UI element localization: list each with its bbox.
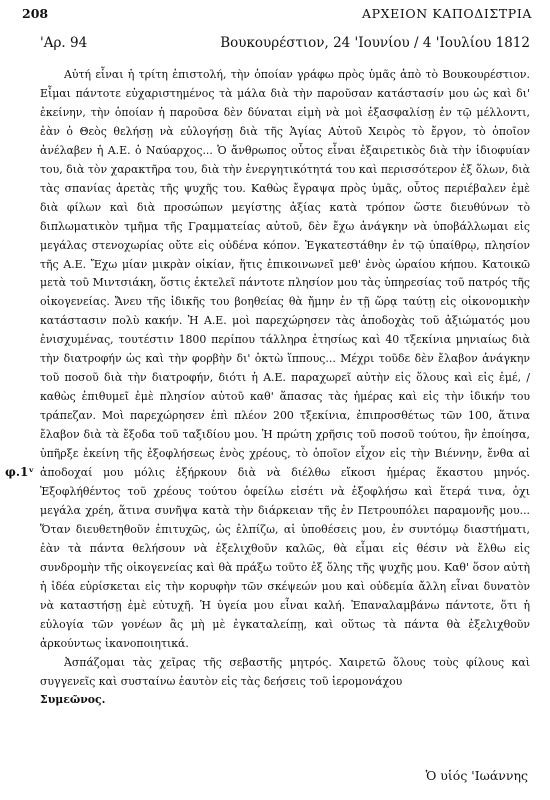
signatory-line — [40, 691, 530, 710]
document-header — [40, 35, 530, 57]
closing-text: Ἀσπάζομαι τὰς χεῖρας τῆς σεβαστῆς μητρός. Χαιρετῶ ὅλους τοὺς φίλους καὶ συγγενεῖς καὶ συσταίνω ἑαυτὸν εἰς τὰς δεήσεις τοῦ ἱερομονάχου — [40, 655, 530, 688]
signatory-name: Συμεῶνος. — [40, 693, 106, 707]
letter-body — [40, 66, 530, 710]
closing-paragraph — [40, 654, 530, 692]
place-date: Βουκουρέστιον, 24 'Ιουνίου / 4 'Ιουλίου 1812 — [220, 35, 530, 51]
running-title: ΑΡΧΕΙΟΝ ΚΑΠΟΔΙΣΤΡΙΑ — [362, 6, 532, 21]
signature: Ὁ υἱός 'Ιωάννης — [425, 768, 528, 783]
document-number: 'Αρ. 94 — [40, 35, 88, 51]
body-paragraph: Αὐτή εἶναι ἡ τρίτη ἐπιστολή, τὴν ὁποίαν γράφω πρὸς ὑμᾶς ἀπὸ τὸ Βουκουρέστιον. Εἶμαι πάντοτε εὐχαριστημένος τὰ μάλα διὰ τὴν παροῦσαν κατάστασίν μου ὡς καὶ δι' ἐκείνην, τὴν ὁποίαν ἡ παροῦσα δὲν δύναται εἰμὴ νὰ μοὶ ἐξασφαλίσῃ ἐν τῷ μέλλοντι, ἐὰν ὁ Θεὸς θελήσῃ νὰ εὐλογήσῃ διὰ τῆς Ἁγίας Αὐτοῦ Χειρὸς τὸ ἔργον, τὸ ὁποῖον ἀνέλαβεν ἡ Α.Ε. ὁ Ναύαρχος... Ὁ ἄνθρωπος οὗτος εἶναι ἐξαιρετικὸς διὰ τὴν ἰδιοφυίαν του, διὰ τὸν χαρακτῆρα του, διὰ τὴν ἐνεργητικότητά του καὶ περισσότερον ἐξ ὅλων, διὰ τὰς σπανίας ἀρετὰς τῆς ψυχῆς του. Καθὼς ἔγραψα πρὸς ὑμᾶς, οὗτος περιέβαλεν ἐμὲ διὰ φίλων καὶ διὰ προσώπων μεγίστης ἀξίας κατὰ τρόπον ὥστε διευθύνων τὸ διπλωματικὸν τμῆμα τῆς Γραμματείας αὐτοῦ, δὲν ἔχω ἀνάγκην νὰ ὑποβάλλωμαι εἰς μεγάλας στενοχωρίας οὔτε εἰς οὐδένα κόπον. Ἐγκατεστάθην ἐν τῷ ὑπαίθρῳ, πλησίον τῆς Α.Ε. Ἔχω μίαν μικρὰν οἰκίαν, ἥτις ἐπικοινωνεῖ μεθ' ἑνὸς ὡραίου κήπου. Κατοικῶ μετὰ τοῦ Μιντσιάκη, ὅστις ἐκτελεῖ πάντοτε πλησίον μου τὰς ὑπηρεσίας τοῦ πατρός τῆς οἰκογενείας. Ἄνευ τῆς ἰδικῆς του βοηθείας θὰ ἤμην ἐν τῇ ὥρᾳ ταύτῃ εἰς οἰκονομικὴν κατάστασιν πολὺ κακήν. Ἡ Α.Ε. μοὶ παρεχώρησεν τὰς ἀποδοχὰς τοῦ ἀξιώματός μου ἐνισχυμένας, τουτέστιν 1800 περίπου τάλληρα ἐτησίως καὶ 40 τξεκίνια μηνιαίως διὰ τὴν διατροφήν ὡς καὶ τὴν φορβὴν δι' ὀκτὼ ἵππους... Μέχρι τοῦδε δὲν ἔλαβον ἀνάγκην τοῦ ποσοῦ διὰ τὴν διατροφήν, διότι ἡ Α.Ε. παραχωρεῖ αὐτὴν εἰς ὅλους καὶ εἰς ἐμέ, / καθὼς ἐπιθυμεῖ ἐμὲ πλησίον αὐτοῦ καθ' ἅπασας τὰς ἡμέρας καὶ εἰς τὴν ἰδικήν του τράπεζαν. Μοὶ παρεχώρησεν ἐπὶ πλέον 200 τξεκίνια, ἐπιπροσθέτως τῶν 100, ἅτινα ἔλαβον διὰ τὰ ἔξοδα τοῦ ταξιδίου μου. Ἡ πρώτη χρῆσις τοῦ ποσοῦ τούτου, ἣν ἐποίησα, ὑπῆρξε ἐκείνη τῆς ἐξοφλήσεως ἑνὸς χρέους, τὸ ὁποῖον εἶχον εἰς τὴν Βιέννην, ἔνθα αἱ ἀποδοχαί μου μόλις ἐξήρκουν διὰ νὰ διέλθω εἴκοσι ἡμέρας ἕκαστου μηνός. Ἐξοφλήθέντος τοῦ χρέους τούτου ὀφείλω εἰσέτι νὰ ἐξοφλήσω καὶ ἕτερά τινα, ὀχι μεγάλα χρέη, ἅτινα συνῆψα κατὰ τὴν διάρκειαν τῆς ἐν Πετρουπόλει παραμονῆς μου... Ὅταν διευθετηθοῦν ἐπιτυχῶς, ὡς ἐλπίζω, αἱ ὑποθέσεις μου, ἐν συντόμῳ διαστήματι, ἐὰν τὰ πάντα θελήσουν νὰ ἐξελιχθοῦν καλῶς, θὰ εἶμαι εἰς θέσιν νὰ ἔλθω εἰς συνδρομὴν τῆς οἰκογενείας καὶ θὰ πράξω τοῦτο ἐξ ὅλης τῆς ψυχῆς μου. Καθ' ὅσον αὐτὴ ἡ ἰδέα εὑρίσκεται εἰς τὴν κορυφὴν τῶν σκέψεών μου καὶ οὐδεμία ἄλλη εἶναι δυνατὸν νὰ καταστήσῃ ἐμὲ εὐτυχῆ. Ἡ ὑγεία μου εἶναι καλή. Ἐπαναλαμβάνω πάντοτε, ὅτι ἡ εὐλογία τῶν γονέων ἂς μὴ μὲ ἐγκαταλείπῃ, καὶ οὕτως τὰ πάντα θὰ ἐξελιχθοῦν ἀρκούντως ἱκανοποιητικά. — [40, 68, 530, 650]
page-header — [22, 6, 532, 26]
folio-marker: φ.1ᵛ — [5, 465, 35, 479]
page-number: 208 — [22, 6, 49, 21]
